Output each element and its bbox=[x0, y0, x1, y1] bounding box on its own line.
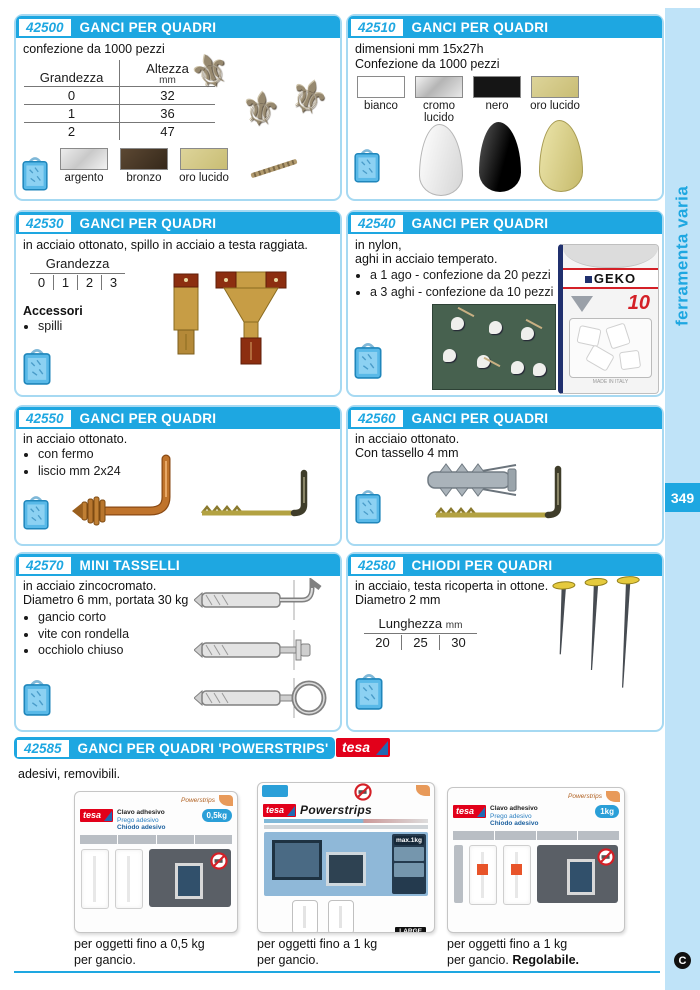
copper-hook-image bbox=[70, 453, 182, 535]
table-row: 2 47 bbox=[24, 123, 215, 141]
product-title: MINI TASSELLI bbox=[79, 557, 180, 573]
no-drill-icon bbox=[597, 848, 615, 866]
tesa-logo: tesa bbox=[80, 809, 113, 822]
cell-header bbox=[348, 554, 662, 576]
no-drill-icon bbox=[354, 783, 372, 801]
product-description: in acciaio ottonato. bbox=[23, 432, 128, 446]
product-code: 42530 bbox=[19, 215, 71, 232]
adhesive-hook bbox=[292, 900, 318, 933]
adhesive-nail bbox=[469, 845, 497, 905]
list-item: • occhiolo chiuso bbox=[38, 643, 129, 657]
table-header: Grandezza bbox=[30, 256, 125, 274]
tesa-logo: tesa bbox=[336, 738, 390, 757]
brass-hook-image bbox=[430, 463, 578, 531]
blister-hanger bbox=[563, 245, 658, 268]
product-title: GANCI PER QUADRI bbox=[411, 215, 549, 231]
product-code: 42540 bbox=[351, 215, 403, 232]
product-bullets bbox=[26, 610, 129, 660]
table-row: 20 25 30 bbox=[364, 634, 477, 650]
product-description: in acciaio ottonato. bbox=[355, 432, 460, 446]
product-code: 42585 bbox=[17, 740, 69, 757]
package-caption: per oggetti fino a 1 kg per gancio. Regolabile. bbox=[447, 937, 580, 967]
promo-tag bbox=[262, 785, 288, 797]
swatch-oro-lucido: oro lucido bbox=[178, 148, 230, 184]
product-code: 42510 bbox=[351, 19, 403, 36]
tesa-powerstrips-package bbox=[257, 782, 435, 933]
adhesive-strip bbox=[81, 849, 109, 909]
usage-photo bbox=[149, 849, 231, 907]
package-text: Clavo adhesivo Prego adesivo Chiodo adesivo bbox=[490, 805, 539, 827]
table-header: Altezza mm bbox=[146, 61, 189, 86]
powerstrips-tag: Powerstrips bbox=[181, 797, 215, 804]
product-description: confezione da 1000 pezzi bbox=[23, 42, 165, 56]
product-cell-42500 bbox=[14, 14, 342, 201]
nails-image bbox=[544, 574, 648, 692]
swatch-cromo-lucido: cromo lucido bbox=[413, 76, 465, 124]
cell-header bbox=[348, 212, 662, 234]
teardrop-hook-gold bbox=[539, 120, 583, 192]
product-description: Diametro 2 mm bbox=[355, 593, 441, 607]
frames-photo bbox=[264, 832, 428, 896]
tesa-logo: tesa bbox=[263, 804, 296, 817]
product-cell-42580 bbox=[346, 552, 664, 732]
product-title: GANCI PER QUADRI bbox=[79, 215, 217, 231]
swatch-bianco: bianco bbox=[355, 76, 407, 124]
table-header: Grandezza bbox=[24, 60, 120, 87]
piece-count: 10 bbox=[627, 292, 650, 314]
product-code: 42560 bbox=[351, 410, 403, 427]
anchor-eye-image bbox=[194, 678, 324, 718]
teardrop-hook-white bbox=[419, 124, 463, 196]
list-item: • liscio mm 2x24 bbox=[38, 464, 121, 478]
anchor-hook-image bbox=[194, 580, 320, 620]
package-text: Clavo adhesivo Prego adesivo Chiodo adesivo bbox=[117, 809, 166, 831]
product-bag-icon bbox=[353, 340, 383, 380]
cell-header bbox=[16, 554, 340, 576]
product-description: dimensioni mm 15x27h bbox=[355, 42, 484, 56]
package-text-line bbox=[264, 819, 428, 823]
product-bag-icon bbox=[354, 670, 384, 712]
geko-package-image bbox=[558, 244, 659, 394]
no-drill-icon bbox=[210, 852, 228, 870]
product-description: Diametro 6 mm, portata 30 kg bbox=[23, 593, 189, 607]
made-in-label: MADE IN ITALY bbox=[592, 379, 629, 385]
page-number: 349 bbox=[665, 483, 700, 512]
anchor-screw-image bbox=[194, 630, 310, 670]
hand-photo-corner bbox=[416, 785, 430, 796]
side-photo-column bbox=[392, 834, 426, 894]
tesa-package-1kg-regolabile bbox=[447, 787, 625, 933]
weight-badge: 0,5kg bbox=[202, 809, 232, 822]
cell-header bbox=[348, 16, 662, 38]
product-cell-42560 bbox=[346, 405, 664, 546]
side-label-strip bbox=[454, 845, 463, 903]
nylon-hooks-photo bbox=[432, 304, 556, 390]
product-bag-icon bbox=[353, 146, 381, 184]
product-description: in nylon, bbox=[355, 238, 402, 252]
tesa-logo: tesa bbox=[453, 805, 486, 818]
product-title: GANCI PER QUADRI bbox=[411, 19, 549, 35]
geko-brand: GEKO bbox=[563, 268, 658, 289]
anchor-drawings-image bbox=[194, 578, 334, 720]
cell-header bbox=[16, 407, 340, 429]
cell-header bbox=[14, 737, 335, 759]
picture-frame-image bbox=[326, 852, 366, 886]
product-section-42585 bbox=[14, 737, 660, 975]
product-bag-icon bbox=[354, 487, 382, 525]
product-cell-42540 bbox=[346, 210, 664, 397]
product-cell-42510 bbox=[346, 14, 664, 201]
picture-frame-image bbox=[567, 859, 595, 895]
product-bag-icon bbox=[22, 676, 52, 718]
list-item: • vite con rondella bbox=[38, 627, 129, 641]
product-title: GANCI PER QUADRI 'POWERSTRIPS' bbox=[77, 740, 329, 756]
brass-hooks-image bbox=[144, 270, 299, 382]
product-bag-icon bbox=[21, 154, 49, 192]
product-bag-icon bbox=[22, 493, 50, 531]
product-description: in acciaio zincocromato. bbox=[23, 579, 157, 593]
cell-header bbox=[348, 407, 662, 429]
adhesive-strip bbox=[115, 849, 143, 909]
list-item: • spilli bbox=[38, 319, 62, 333]
swatch-nero: nero bbox=[471, 76, 523, 124]
swatch-argento: argento bbox=[58, 148, 110, 184]
cell-header bbox=[16, 212, 340, 234]
swatch-oro-lucido: oro lucido bbox=[529, 76, 581, 124]
product-title: GANCI PER QUADRI bbox=[79, 410, 217, 426]
size-table bbox=[24, 60, 215, 140]
table-header: Lunghezza mm bbox=[364, 616, 477, 634]
language-labels bbox=[453, 831, 619, 840]
brass-hook-image bbox=[194, 467, 324, 531]
adhesive-nail bbox=[503, 845, 531, 905]
product-bag-icon bbox=[22, 346, 52, 386]
product-description: adesivi, removibili. bbox=[18, 767, 121, 781]
product-description: in acciaio, testa ricoperta in ottone. bbox=[355, 579, 549, 593]
adhesive-hook bbox=[328, 900, 354, 933]
fleur-de-lis-icon: ⚜ bbox=[236, 80, 285, 138]
product-description: in acciaio ottonato, spillo in acciaio a testa raggiata. bbox=[23, 238, 308, 252]
fleur-de-lis-icon: ⚜ bbox=[279, 65, 338, 129]
product-code: 42500 bbox=[19, 19, 71, 36]
hook-pictogram-icon bbox=[571, 296, 593, 312]
list-item: • a 3 aghi - confezione da 10 pezzi bbox=[370, 285, 553, 299]
package-text-line bbox=[264, 825, 428, 829]
product-code: 42570 bbox=[19, 557, 71, 574]
package-caption: per oggetti fino a 1 kg per gancio. bbox=[257, 937, 378, 967]
weight-badge: 1kg bbox=[595, 805, 619, 818]
product-title: GANCI PER QUADRI bbox=[411, 410, 549, 426]
hand-photo-corner bbox=[219, 795, 233, 806]
list-item: • con fermo bbox=[38, 447, 121, 461]
product-title: GANCI PER QUADRI bbox=[79, 19, 217, 35]
usage-photo bbox=[537, 845, 618, 903]
accessories-list bbox=[26, 319, 62, 336]
swatch-bronzo: bronzo bbox=[118, 148, 170, 184]
cell-header bbox=[16, 16, 340, 38]
product-description: Con tassello 4 mm bbox=[355, 446, 459, 460]
powerstrips-tag: Powerstrips bbox=[568, 793, 602, 800]
size-label: LARGE bbox=[395, 927, 426, 933]
category-label: ferramenta varia bbox=[672, 185, 692, 327]
package-caption: per oggetti fino a 0,5 kg per gancio. bbox=[74, 937, 205, 967]
powerstrips-wordmark: Powerstrips bbox=[300, 803, 373, 817]
blister-window bbox=[569, 318, 652, 378]
product-title: CHIODI PER QUADRI bbox=[411, 557, 553, 573]
screw-image bbox=[250, 159, 297, 179]
product-bullets bbox=[358, 268, 553, 301]
fleur-de-lis-icon: ⚜ bbox=[182, 39, 239, 103]
product-code: 42550 bbox=[19, 410, 71, 427]
list-item: • gancio corto bbox=[38, 610, 129, 624]
tesa-package-05kg bbox=[74, 791, 238, 933]
product-description: aghi in acciaio temperato. bbox=[355, 252, 498, 266]
product-code: 42580 bbox=[351, 557, 403, 574]
page-footer-rule bbox=[14, 971, 660, 973]
product-cell-42570 bbox=[14, 552, 342, 732]
hooks-row bbox=[258, 896, 434, 933]
picture-frame-image bbox=[272, 840, 322, 880]
product-description: Confezione da 1000 pezzi bbox=[355, 57, 500, 71]
weight-badge: max.1kg bbox=[395, 837, 423, 844]
product-cell-42530 bbox=[14, 210, 342, 397]
table-row: 0 1 2 3 bbox=[30, 274, 125, 290]
table-row: 0 32 bbox=[24, 87, 215, 105]
accessories-title: Accessori bbox=[23, 304, 83, 318]
fleur-de-lis-hooks-image bbox=[182, 39, 338, 189]
picture-frame-image bbox=[175, 863, 203, 899]
size-table bbox=[30, 256, 125, 290]
length-table bbox=[364, 616, 477, 650]
table-row: 1 36 bbox=[24, 105, 215, 123]
language-labels bbox=[80, 835, 232, 844]
publisher-logo: C bbox=[674, 952, 691, 969]
teardrop-hook-black bbox=[479, 122, 521, 192]
product-cell-42550 bbox=[14, 405, 342, 546]
list-item: • a 1 ago - confezione da 20 pezzi bbox=[370, 268, 553, 282]
hand-photo-corner bbox=[606, 791, 620, 802]
color-swatches bbox=[355, 76, 581, 124]
